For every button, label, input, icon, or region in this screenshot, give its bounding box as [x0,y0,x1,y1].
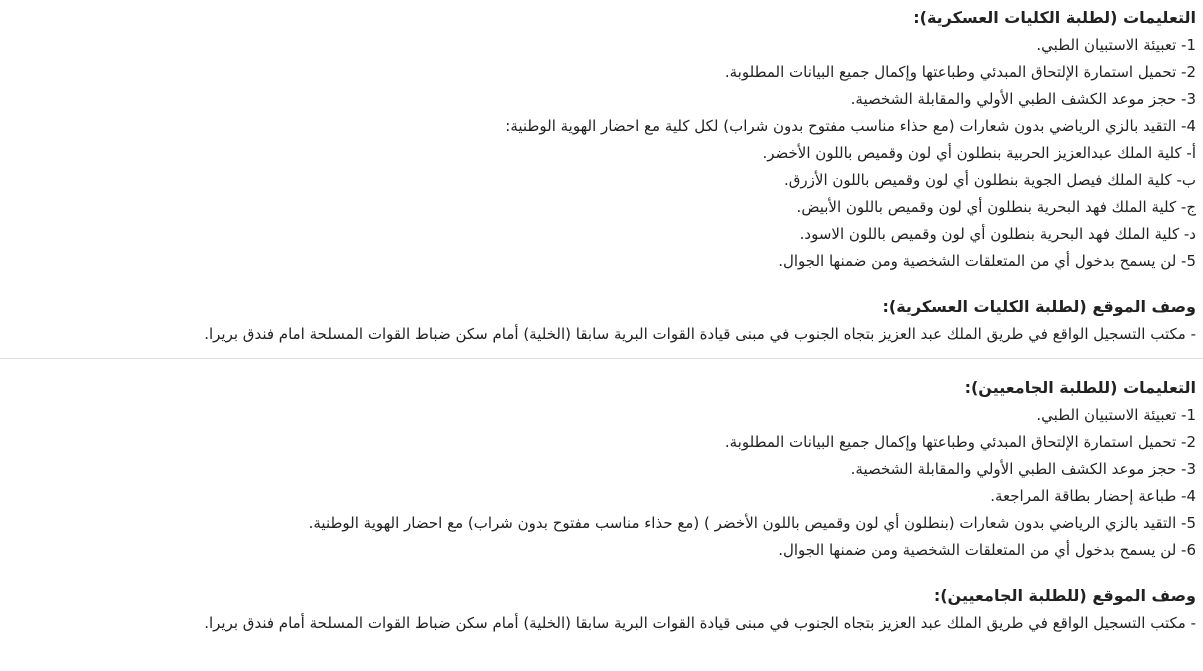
military-item: 5- لن يسمح بدخول أي من المتعلقات الشخصية ومن ضمنها الجوال. [778,252,1196,270]
military-item: ج- كلية الملك فهد البحرية بنطلون أي لون وقميص باللون الأبيض. [796,198,1196,216]
university-location-title: وصف الموقع (للطلبة الجامعيين): [933,586,1196,605]
university-item: 4- طباعة إحضار بطاقة المراجعة. [990,487,1196,505]
military-item: 1- تعبيئة الاستبيان الطبي. [1036,36,1196,54]
military-location-text: - مكتب التسجيل الواقع في طريق الملك عبد العزيز بتجاه الجنوب في مبنى قيادة القوات البرية سابقا (الخلية) أمام سكن ضباط القوات المسلحة امام فندق بريرا. [204,325,1196,343]
military-item: أ- كلية الملك عبدالعزيز الحربية بنطلون أي لون وقميص باللون الأخضر. [762,144,1196,162]
military-item: 3- حجز موعد الكشف الطبي الأولي والمقابلة الشخصية. [850,90,1196,108]
university-item: 2- تحميل استمارة الإلتحاق المبدئي وطباعتها وإكمال جميع البيانات المطلوبة. [724,433,1196,451]
military-item: د- كلية الملك فهد البحرية بنطلون أي لون وقميص باللون الاسود. [799,225,1196,243]
university-item: 1- تعبيئة الاستبيان الطبي. [1036,406,1196,424]
university-instructions-title: التعليمات (للطلبة الجامعيين): [964,378,1196,397]
university-item: 6- لن يسمح بدخول أي من المتعلقات الشخصية ومن ضمنها الجوال. [778,541,1196,559]
military-instructions-title: التعليمات (لطلبة الكليات العسكرية): [913,8,1196,27]
university-item: 3- حجز موعد الكشف الطبي الأولي والمقابلة الشخصية. [850,460,1196,478]
military-item: 4- التقيد بالزي الرياضي بدون شعارات (مع حذاء مناسب مفتوح بدون شراب) لكل كلية مع احضار الهوية الوطنية: [505,117,1196,135]
university-item: 5- التقيد بالزي الرياضي بدون شعارات (بنطلون أي لون وقميص باللون الأخضر ) (مع حذاء مناسب مفتوح بدون شراب) مع احضار الهوية الوطنية. [308,514,1196,532]
military-location-title: وصف الموقع (لطلبة الكليات العسكرية): [882,297,1196,316]
military-item: 2- تحميل استمارة الإلتحاق المبدئي وطباعتها وإكمال جميع البيانات المطلوبة. [724,63,1196,81]
university-section [0,359,1203,637]
university-location-text: - مكتب التسجيل الواقع في طريق الملك عبد العزيز بتجاه الجنوب في مبنى قيادة القوات البرية سابقا (الخلية) أمام سكن ضباط القوات المسلحة أمام فندق بريرا. [204,614,1196,632]
military-item: ب- كلية الملك فيصل الجوية بنطلون أي لون وقميص باللون الأزرق. [784,171,1196,189]
